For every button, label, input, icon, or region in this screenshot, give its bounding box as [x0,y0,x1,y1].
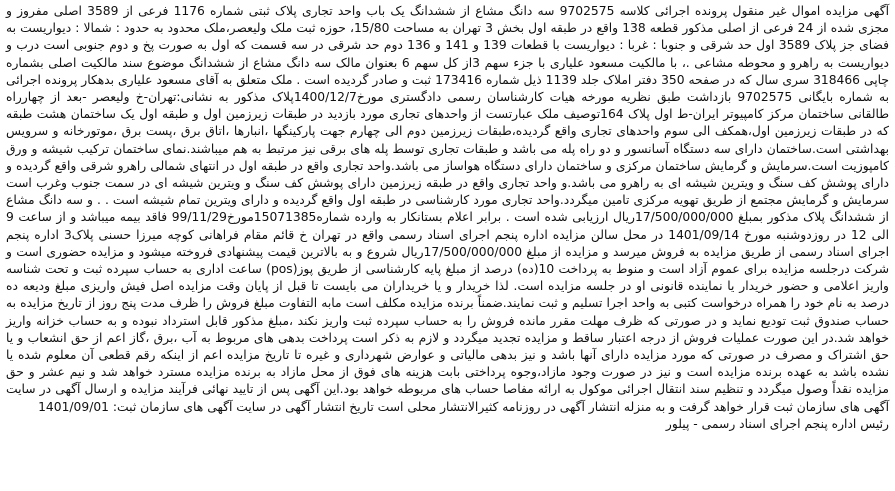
notice-body: آگهی مزایده اموال غیر منقول پرونده اجرائی کلاسه 9702575 سه دانگ مشاع از ششدانگ یک باب واحد تجاری پلاک ثبتی شماره 1176 فرعی از 3589 اصلی مفروز و مجزی شده از 24 فرعی از اصلی مذکور قطعه 138 واقع در طبقه اول بخش 3 تهران به مساحت 15/80، حوزه ثبت ملک ولیعصر،ملک محدود به حدود : شمالا : دیواریست به فضای جز پلاک 3589 اول حد شرقی و جنوبا : غربا : دیواریست با قطعات 139 و 141 و 136 دوم حد شرقی در سه قسمت که اول به صورت پخ و دوم جنوبی است درب و دیواریست به راهرو و محوطه مشاعی .، با مالکیت مسعود علیاری با جزء سهم 3از کل سهم 6 بعنوان مالک سه دانگ مشاع از ششدانگ موضوع سند مالکیت اصلی بشماره چاپی 318466 سری سال که در صفحه 350 دفتر املاک جلد 1139 ذیل شماره 173416 ثبت و صادر گردیده است . ملک متعلق به آقای مسعود علیاری بدهکار پرونده اجرائی به شماره بایگانی 9702575 بازداشت طبق نظریه مورخه هیات کارشناسان رسمی دادگستری مورخ1400/12/7پلاک مذکور به نشانی:تهران-خ ولیعصر -بعد از چهارراه طالقانی ساختمان مرکز کامپیوتر ایران-ط اول پلاک 164توصیف ملک عبارتست از واحدهای تجاری مورد بازدید در طبقات زیرزمین اول و طبقه اول یک ساختمان هشت طبقه که در طبقات زیرزمین اول،همکف الی سوم واحدهای تجاری واقع گردیده،طبقات زیرزمین دوم الی چهارم جهت پارکینگها ،انبارها ،اتاق برق ،پست برق ،موتورخانه و سرویس بهداشتی است.ساختمان دارای سه دستگاه آسانسور و دو راه پله می باشد و طبقات تجاری توسط پله های برقی نیز مرتبط به هم میباشند.نمای ساختمان ترکیب شیشه و ورق کامپوزیت است.سرمایش و گرمایش ساختمان مرکزی و ساختمان دارای دستگاه هواساز می باشد.واحد تجاری واقع در طبقه اول در انتهای شمالی راهرو شرقی واقع گردیده و دارای پوشش کف سنگ و ویترین شیشه ای به راهرو می باشد.و واحد تجاری واقع در طبقه زیرزمین دارای پوشش کف سنگ و ویترین شیشه ای در سمت جنوب وغرب است سرمایش و گرمایش مجتمع از طریق تهویه مرکزی تامین میگردد.واحد تجاری مورد کارشناسی در طبقه اول واقع گردیده و دارای ویترین تمام شیشه است . . و سه دانگ مشاع از ششدانگ پلاک مذکور بمبلغ 17/500/000/000ریال ارزیابی شده است . برابر اعلام بستانکار به وارده شماره15071385مورخ99/11/29 فاقد بیمه میباشد و از ساعت 9 الی 12 در روزدوشنبه مورخ 1401/09/14 در محل سالن مزایده اداره پنجم اجرای اسناد رسمی واقع در تهران خ قائم مقام فراهانی کوچه میرزا حسنی پلاک3 اداره پنجم اجرای اسناد رسمی از طریق مزایده به فروش میرسد و مزایده از مبلغ 17/500/000/000ریال شروع و به بالاترین قیمت پیشنهادی فروخته میشود و مزایده حضوری است و شرکت درجلسه مزایده برای عموم آزاد است و منوط به پرداخت 10(ده) درصد از مبلغ پایه کارشناسی از طریق پوز(pos) ساعت اداری به حساب سپرده ثبت و تحت شناسه واریز اعلامی و حضور خریدار یا نماینده قانونی او در جلسه مزایده است. لذا خریدار و یا خریداران می بایست تا قبل از پایان وقت مزایده اصل فیش واریزی مبلغ ودیعه ده درصد به نام خود را همراه درخواست کتبی به واحد اجرا تسلیم و ثبت نمایند.ضمناً برنده مزایده مکلف است مابه التفاوت مبلغ فروش را ظرف مدت پنج روز از تاریخ مزایده به حساب صندوق ثبت تودیع نماید و در صورتی که ظرف مهلت مقرر مانده فروش را به حساب سپرده ثبت واریز نکند ،مبلغ مذکور قابل استرداد نبوده و به حساب خزانه واریز خواهد شد.در این صورت عملیات فروش از درجه اعتبار ساقط و مزایده تجدید میگردد و لازم به ذکر است پرداخت بدهی های مربوط به آب ،برق ،گاز اعم از حق انشعاب و یا حق اشتراک و مصرف در صورتی که مورد مزایده دارای آنها باشد و نیز بدهی مالیاتی و عوارض شهرداری و غیره تا تاریخ مزایده اعم از اینکه رقم قطعی آن معلوم شده یا نشده باشد به عهده برنده مزایده است و نیز در صورت وجود مازاد،وجوه پرداختی بابت هزینه های فوق از محل مازاد به برنده مزایده مسترد خواهد شد و نیم عشر و حق مزایده نقداً وصول میگردد و تنظیم سند انتقال اجرائی موکول به ارائه مفاصا حساب های مربوطه خواهد بود.این آگهی پس از تایید نهائی فرآیند مزایده و ارسال آگهی در سایت آگهی های سازمان ثبت قرار خواهد گرفت و به منزله انتشار آگهی در روزنامه کثیرالانتشار محلی است تاریخ انتشار آگهی در سایت آگهی های سازمان ثبت: 1401/09/01 [6,4,890,414]
notice-signature: رئیس اداره پنجم اجرای اسناد رسمی - پیلور [665,416,889,431]
